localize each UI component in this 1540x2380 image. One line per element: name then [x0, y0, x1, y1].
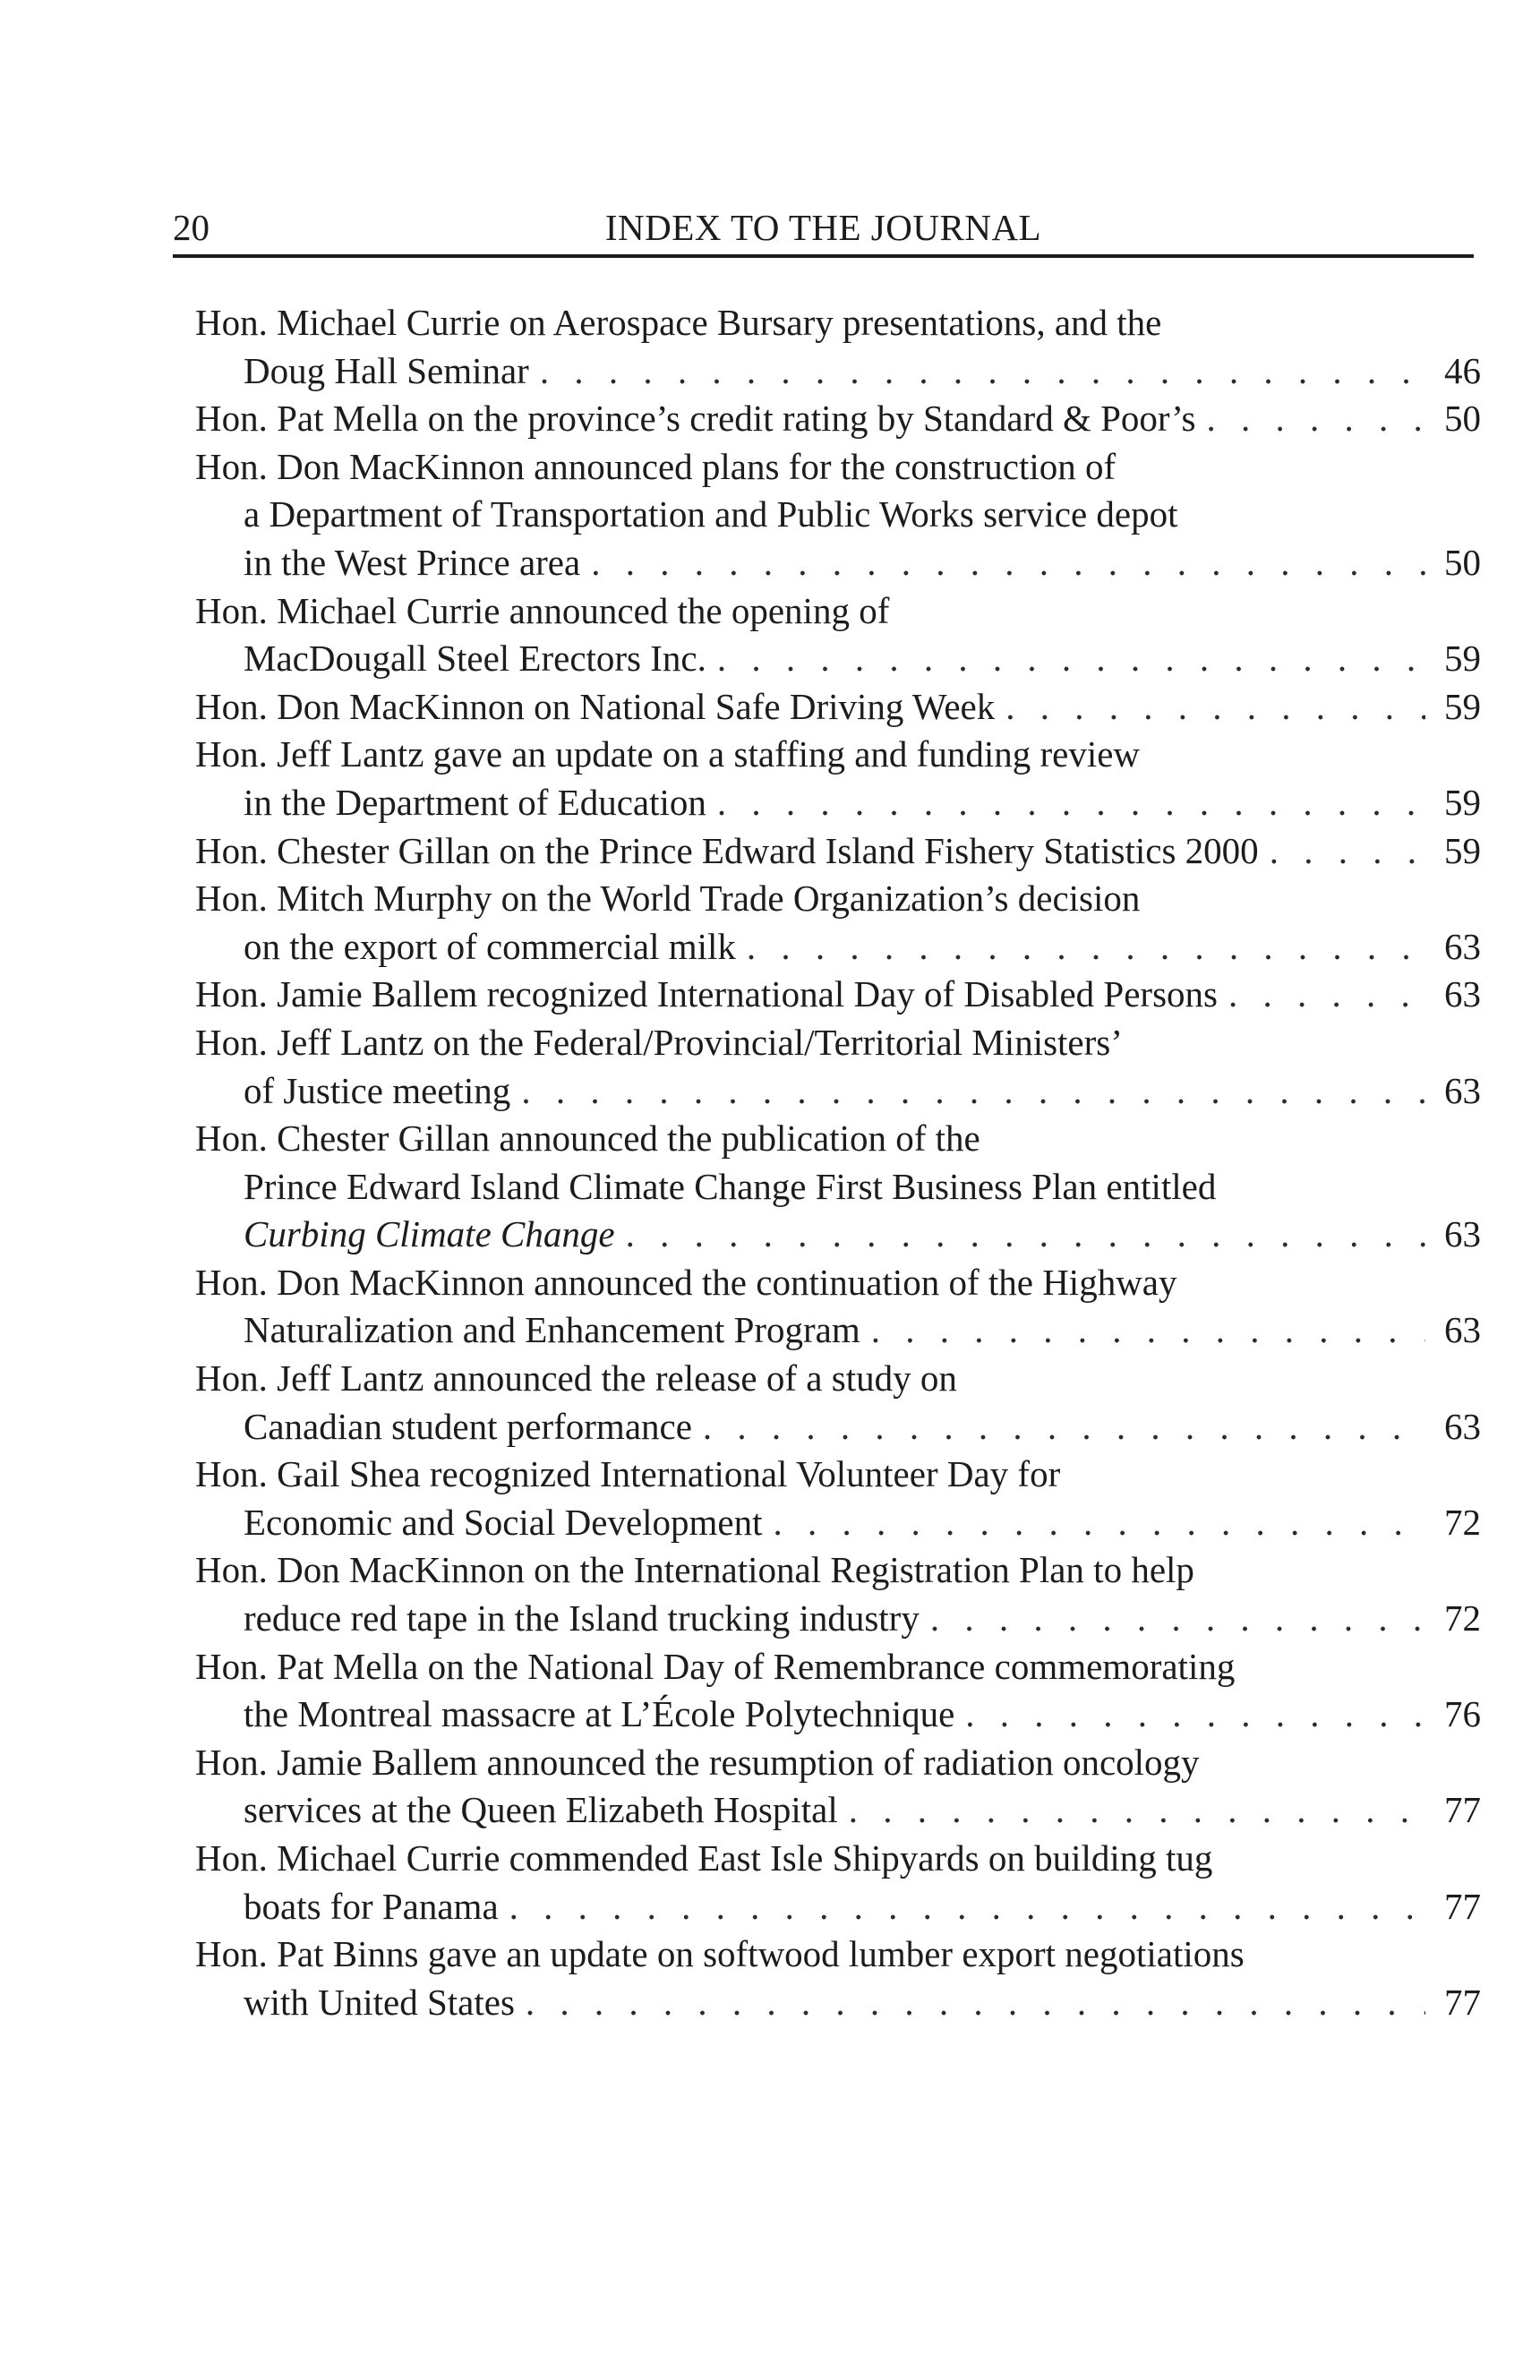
entry-line: a Department of Transportation and Public Works service depot — [244, 493, 1178, 535]
page-reference: 59 — [1444, 685, 1481, 727]
dot-leader — [995, 683, 1425, 732]
dot-leader — [860, 1306, 1425, 1355]
entry-last-line — [195, 923, 1481, 972]
page-number: 20 — [173, 207, 210, 248]
entry-line: Hon. Mitch Murphy on the World Trade Organization’s decision — [195, 878, 1141, 920]
index-entry — [195, 1546, 1481, 1642]
entry-last-line — [195, 1979, 1481, 2027]
index-entry — [195, 1643, 1481, 1739]
page-reference: 63 — [1444, 925, 1481, 967]
index-entry — [195, 395, 1481, 443]
index-entry — [195, 875, 1481, 971]
dot-leader — [1259, 827, 1425, 876]
entry-last-line — [195, 395, 1481, 443]
page-reference: 72 — [1444, 1597, 1481, 1639]
dot-leader — [499, 1883, 1425, 1931]
index-entry — [195, 683, 1481, 732]
entry-line: Hon. Chester Gillan announced the publication of the — [195, 1117, 980, 1160]
index-entry — [195, 1739, 1481, 1835]
page-reference: 50 — [1444, 541, 1481, 583]
entry-line: Naturalization and Enhancement Program — [244, 1309, 860, 1351]
index-entry — [195, 731, 1481, 826]
dot-leader — [920, 1595, 1425, 1643]
index-entry — [195, 1115, 1481, 1259]
page-reference: 63 — [1444, 1069, 1481, 1111]
page-reference: 76 — [1444, 1693, 1481, 1735]
entry-line: Prince Edward Island Climate Change First Business Plan entitled — [244, 1165, 1217, 1207]
dot-leader — [510, 1067, 1425, 1116]
entry-line: Canadian student performance — [244, 1405, 692, 1447]
page-reference: 63 — [1444, 1405, 1481, 1447]
entry-line: Hon. Jeff Lantz on the Federal/Provincial/Territorial Ministers’ — [195, 1021, 1123, 1063]
page-reference: 63 — [1444, 1213, 1481, 1255]
dot-leader — [706, 779, 1425, 827]
page-reference: 77 — [1444, 1789, 1481, 1831]
entry-line: Hon. Pat Binns gave an update on softwood lumber export negotiations — [195, 1933, 1245, 1975]
index-entry — [195, 1835, 1481, 1931]
entry-last-line — [195, 347, 1481, 396]
entry-line: in the West Prince area — [244, 541, 581, 583]
entry-line: Hon. Michael Currie announced the opening of — [195, 589, 890, 631]
dot-leader — [615, 1211, 1425, 1259]
entry-last-line — [195, 779, 1481, 827]
page-reference: 77 — [1444, 1885, 1481, 1927]
page-reference: 72 — [1444, 1501, 1481, 1543]
entry-line: reduce red tape in the Island trucking industry — [244, 1597, 920, 1639]
entry-line: Hon. Chester Gillan on the Prince Edward Island Fishery Statistics 2000 — [195, 829, 1259, 871]
page-reference: 59 — [1444, 829, 1481, 871]
entry-line: Hon. Don MacKinnon announced the continuation of the Highway — [195, 1261, 1177, 1303]
dot-leader — [763, 1499, 1425, 1547]
entry-last-line — [195, 539, 1481, 587]
entry-last-line — [195, 1595, 1481, 1643]
entry-line: Hon. Don MacKinnon on the International Registration Plan to help — [195, 1549, 1194, 1591]
entry-line: Hon. Don MacKinnon announced plans for the construction of — [195, 445, 1116, 487]
entry-line: MacDougall Steel Erectors Inc. — [244, 638, 706, 680]
entry-last-line — [195, 827, 1481, 876]
index-entry — [195, 1019, 1481, 1115]
dot-leader — [736, 923, 1425, 972]
dot-leader — [529, 347, 1425, 396]
entry-line: Economic and Social Development — [244, 1501, 763, 1543]
index-entry — [195, 1355, 1481, 1451]
entry-last-line — [195, 1211, 1481, 1259]
page-reference: 59 — [1444, 781, 1481, 823]
entry-line: in the Department of Education — [244, 781, 706, 823]
page-reference: 59 — [1444, 638, 1481, 680]
page-reference: 77 — [1444, 1981, 1481, 2023]
entry-last-line — [195, 1306, 1481, 1355]
entry-line: of Justice meeting — [244, 1069, 511, 1111]
page-reference: 46 — [1444, 349, 1481, 391]
index-entry — [195, 1259, 1481, 1355]
entry-line: on the export of commercial milk — [244, 925, 736, 967]
entry-last-line — [195, 1403, 1481, 1451]
entry-last-line — [195, 1499, 1481, 1547]
running-title: INDEX TO THE JOURNAL — [604, 207, 1042, 248]
entry-line: the Montreal massacre at L’École Polytechnique — [244, 1693, 955, 1735]
entry-line: Hon. Jeff Lantz announced the release of a study on — [195, 1357, 957, 1400]
entry-line: Hon. Michael Currie on Aerospace Bursary presentations, and the — [195, 302, 1162, 343]
dot-leader — [1218, 971, 1425, 1019]
dot-leader — [838, 1786, 1425, 1835]
entry-last-line — [195, 1067, 1481, 1116]
page-reference: 63 — [1444, 973, 1481, 1015]
entry-line: Curbing Climate Change — [244, 1213, 615, 1255]
entry-last-line — [195, 971, 1481, 1019]
entry-line: Hon. Pat Mella on the province’s credit rating by Standard & Poor’s — [195, 398, 1196, 440]
dot-leader — [706, 635, 1425, 683]
entry-line: Hon. Pat Mella on the National Day of Remembrance commemorating — [195, 1645, 1236, 1687]
header-rule — [173, 254, 1474, 258]
entry-last-line — [195, 683, 1481, 732]
entry-last-line — [195, 1786, 1481, 1835]
entry-last-line — [195, 1883, 1481, 1931]
page-header — [173, 199, 1474, 256]
dot-leader — [692, 1403, 1425, 1451]
index-list — [195, 299, 1481, 2026]
entry-last-line — [195, 635, 1481, 683]
entry-line: services at the Queen Elizabeth Hospital — [244, 1789, 838, 1831]
entry-line: Hon. Michael Currie commended East Isle Shipyards on building tug — [195, 1837, 1213, 1879]
index-entry — [195, 971, 1481, 1019]
entry-line: boats for Panama — [244, 1885, 499, 1927]
entry-line: Hon. Jeff Lantz gave an update on a staffing and funding review — [195, 733, 1141, 775]
entry-line: Hon. Gail Shea recognized International Volunteer Day for — [195, 1453, 1061, 1495]
entry-last-line — [195, 1691, 1481, 1739]
page-reference: 50 — [1444, 398, 1481, 440]
dot-leader — [954, 1691, 1425, 1739]
index-entry — [195, 443, 1481, 587]
index-entry — [195, 587, 1481, 683]
entry-line: Hon. Jamie Ballem announced the resumption of radiation oncology — [195, 1741, 1200, 1783]
entry-line: Doug Hall Seminar — [244, 349, 529, 391]
dot-leader — [580, 539, 1425, 587]
page-reference: 63 — [1444, 1309, 1481, 1351]
index-entry — [195, 299, 1481, 395]
dot-leader — [515, 1979, 1425, 2027]
index-entry — [195, 827, 1481, 876]
dot-leader — [1195, 395, 1425, 443]
index-entry — [195, 1931, 1481, 2026]
entry-line: Hon. Jamie Ballem recognized International Day of Disabled Persons — [195, 973, 1218, 1015]
entry-line: with United States — [244, 1981, 515, 2023]
index-entry — [195, 1451, 1481, 1546]
entry-line: Hon. Don MacKinnon on National Safe Driving Week — [195, 685, 996, 727]
